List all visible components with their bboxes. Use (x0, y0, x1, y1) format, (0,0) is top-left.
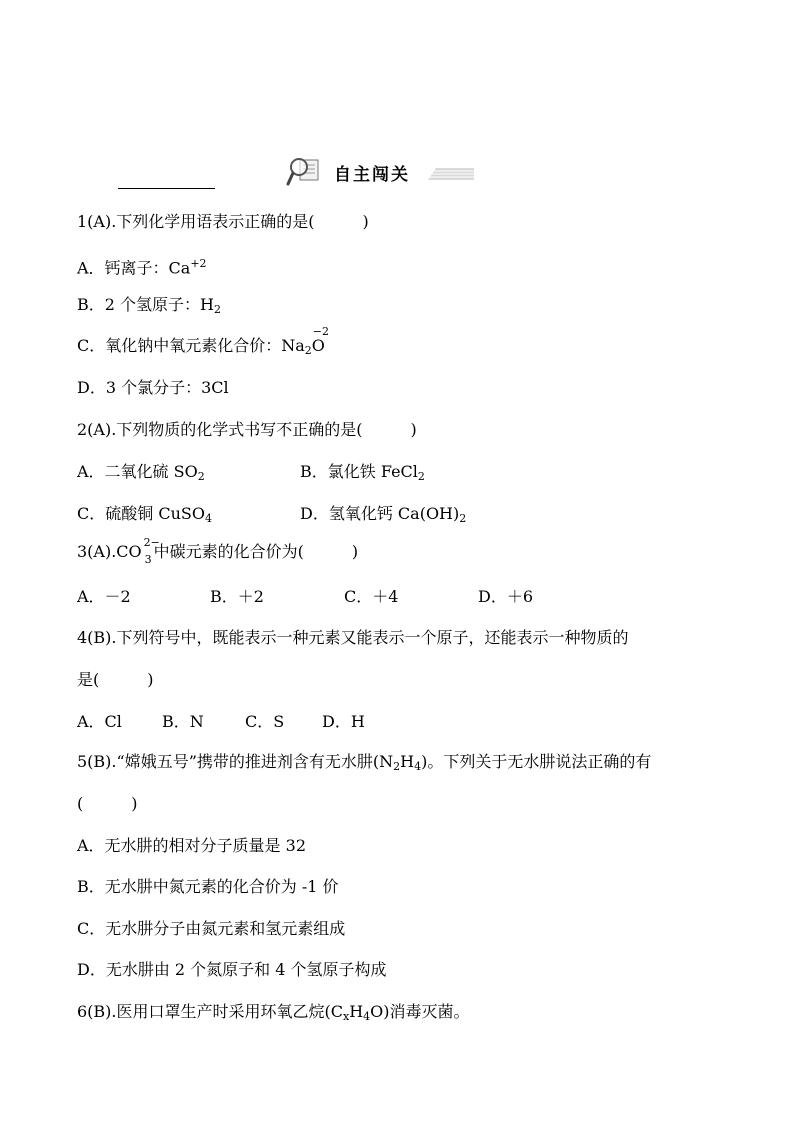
q5-stem-line1: 5(B).“嫦娥五号”携带的推进剂含有无水肼$(N_2H_4)$。下列关于无水肼说法正确的有 (77, 752, 652, 773)
q2-option-b: B．氯化铁 FeCl$_2$ (300, 462, 425, 483)
q2-option-c: C．硫酸铜 CuSO$_4$ (77, 504, 212, 525)
q6-stem: 6(B).医用口罩生产时采用环氧乙烷$(C_xH_4O)$消毒灭菌。 (77, 1002, 470, 1023)
q3-option-d: D．＋6 (478, 587, 534, 606)
q4-option-a: A．Cl (77, 712, 122, 731)
q2-stem: 2(A).下列物质的化学式书写不正确的是( ) (77, 420, 417, 439)
q3-stem: 3(A).CO 2− 3 中碳元素的化合价为( ) (77, 536, 359, 566)
q3-option-a: A．－2 (77, 587, 131, 606)
q1-option-a: A．钙离子：$Ca^{+2}$ (77, 257, 207, 278)
q5-option-c: C．无水肼分子由氮元素和氢元素组成 (77, 919, 346, 938)
q4-option-d: D．H (322, 712, 365, 731)
magnifier-book-icon (286, 154, 326, 188)
q4-stem-line1: 4(B).下列符号中，既能表示一种元素又能表示一个原子，还能表示一种物质的 (77, 628, 629, 647)
q3-option-b: B．＋2 (210, 587, 264, 606)
q4-option-b: B．N (162, 712, 204, 731)
q4-stem-line2: 是( ) (77, 670, 154, 689)
section-header (286, 154, 476, 190)
section-title: 自主闯关 (334, 165, 410, 185)
q5-option-b: B．无水肼中氮元素的化合价为 -1 价 (77, 877, 339, 896)
q5-option-a: A．无水肼的相对分子质量是 32 (77, 836, 307, 855)
q5-option-d: D．无水肼由 2 个氮原子和 4 个氢原子构成 (77, 960, 387, 979)
q5-stem-line2: ( ) (77, 794, 138, 813)
q1-option-c: C．氧化钠中氧元素化合价：$Na_2$ −2 O (77, 325, 330, 357)
q3-option-c: C．＋4 (344, 587, 399, 606)
q4-option-c: C．S (245, 712, 285, 731)
q1-option-d: D．3 个氯分子：3Cl (77, 378, 229, 397)
header-decoration (428, 168, 474, 180)
q1-option-b: B．2 个氢原子：$H_2$ (77, 295, 221, 316)
q1-stem: 1(A).下列化学用语表示正确的是( ) (77, 212, 369, 231)
q2-option-a: A．二氧化硫 $SO_2$ (77, 462, 205, 483)
q2-option-d: D．氢氧化钙 $Ca(OH)_2$ (300, 504, 467, 525)
name-blank-rule (118, 188, 215, 189)
